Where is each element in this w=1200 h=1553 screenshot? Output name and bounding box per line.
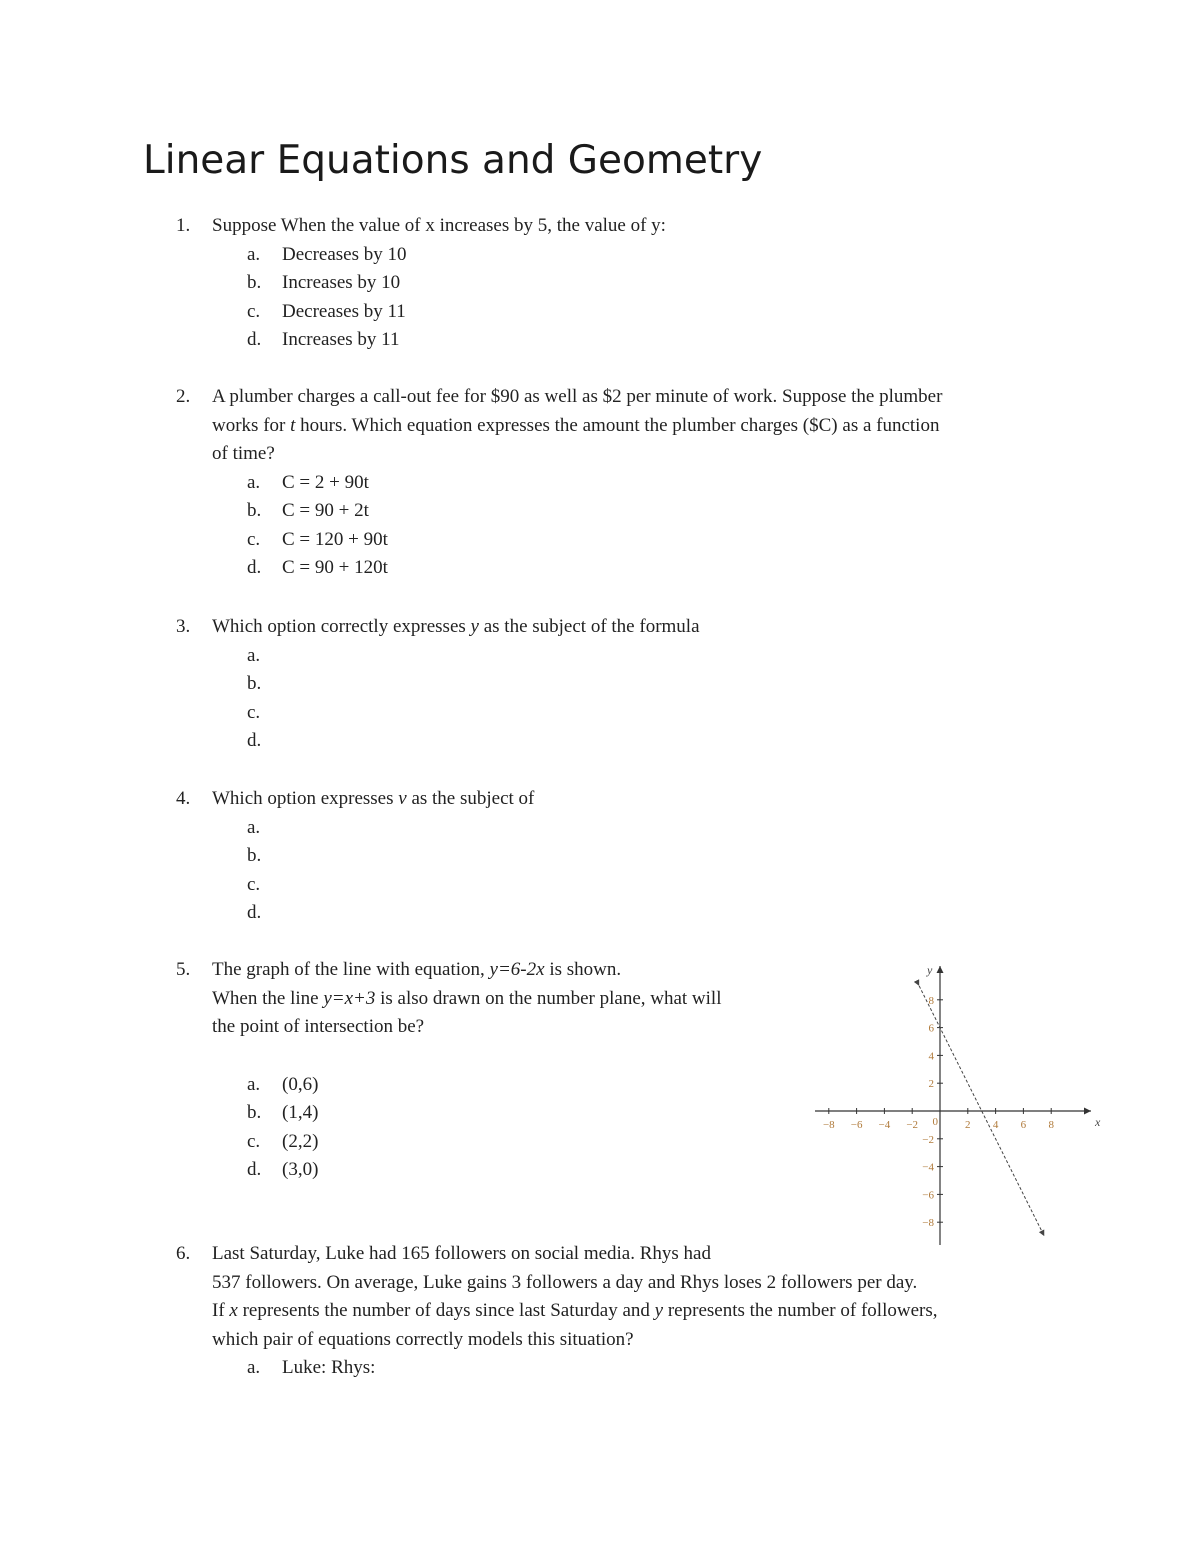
- question-number: 1.: [176, 215, 191, 236]
- question-line: which pair of equations correctly models this situation?: [212, 1328, 634, 1350]
- option-c: [247, 871, 534, 900]
- option-a: [247, 1354, 937, 1383]
- y-tick-label: −8: [922, 1217, 934, 1230]
- option-c: [247, 526, 942, 555]
- y-tick-label: 2: [928, 1078, 934, 1091]
- question-6: [176, 1240, 937, 1383]
- variable: y: [470, 616, 479, 637]
- option-letter: d.: [247, 557, 262, 578]
- option-letter: a.: [247, 1073, 261, 1095]
- option-d: [247, 554, 942, 583]
- question-number: 3.: [176, 616, 191, 637]
- question-number: 5.: [176, 959, 191, 980]
- option-b: [247, 269, 666, 298]
- question-line: When the line y=x+3 is also drawn on the number plane, what will: [212, 987, 722, 1009]
- y-tick-label: −4: [922, 1161, 934, 1174]
- option-letter: c.: [247, 1130, 261, 1152]
- x-axis-label: x: [1095, 1115, 1101, 1129]
- question-3: [176, 613, 700, 756]
- option-d: [247, 1156, 722, 1185]
- question-number: 6.: [176, 1243, 191, 1264]
- option-b: [247, 497, 942, 526]
- axes: [815, 966, 1091, 1245]
- option-letter: d.: [247, 730, 262, 751]
- option-c: [247, 298, 666, 327]
- option-letter: b.: [247, 500, 262, 521]
- option-text: C = 120 + 90t: [282, 528, 388, 550]
- variable: v: [398, 788, 407, 809]
- option-b: [247, 842, 534, 871]
- x-tick-label: −6: [850, 1119, 863, 1131]
- option-a: [247, 814, 534, 843]
- option-text: Decreases by 10: [282, 243, 407, 265]
- variable: x: [229, 1300, 238, 1321]
- x-tick-label: −2: [906, 1119, 919, 1131]
- option-letter: a.: [247, 243, 261, 265]
- option-text: (1,4): [282, 1102, 319, 1123]
- option-d: [247, 326, 666, 355]
- equation: y=x+3: [323, 987, 376, 1009]
- option-text: C = 90 + 2t: [282, 500, 369, 521]
- variable: y: [654, 1300, 664, 1321]
- option-d: [247, 727, 700, 756]
- y-tick-label: −2: [922, 1133, 934, 1146]
- option-letter: c.: [247, 873, 261, 895]
- question-line: A plumber charges a call-out fee for $90 as well as $2 per minute of work. Suppose the plumber: [212, 386, 943, 407]
- question-text: Which option correctly expresses y as the subject of the formula: [212, 616, 700, 637]
- x-tick-label: 6: [1020, 1119, 1027, 1131]
- x-tick-label: −4: [878, 1119, 891, 1131]
- line-graph: [815, 960, 1105, 1245]
- option-text: C = 2 + 90t: [282, 471, 369, 493]
- question-line: Last Saturday, Luke had 165 followers on social media. Rhys had: [212, 1243, 711, 1264]
- option-letter: d.: [247, 1159, 262, 1180]
- option-letter: a.: [247, 471, 261, 493]
- option-letter: a.: [247, 816, 261, 838]
- option-letter: b.: [247, 673, 262, 694]
- question-2: [176, 383, 942, 583]
- question-1: [176, 212, 666, 355]
- question-number: 4.: [176, 788, 191, 809]
- question-text: [212, 383, 942, 469]
- question-line: If x represents the number of days since last Saturday and y represents the number of followers,: [212, 1300, 938, 1321]
- y-axis-label: y: [927, 963, 933, 977]
- option-c: [247, 1128, 722, 1157]
- question-text: [212, 1240, 937, 1354]
- question-number: 2.: [176, 386, 191, 407]
- x-tick-label: 8: [1048, 1119, 1054, 1131]
- variable: t: [290, 414, 296, 436]
- option-letter: d.: [247, 902, 262, 923]
- option-b: [247, 1099, 722, 1128]
- option-letter: c.: [247, 701, 261, 723]
- option-a: [247, 1071, 722, 1100]
- option-text: Increases by 11: [282, 329, 400, 350]
- option-a: [247, 469, 942, 498]
- y-tick-label: 6: [928, 1022, 934, 1035]
- option-text: (0,6): [282, 1073, 319, 1095]
- question-text: Suppose When the value of x increases by 5, the value of y:: [212, 215, 666, 236]
- y-tick-label: 4: [928, 1050, 934, 1063]
- option-text: Luke: Rhys:: [282, 1357, 376, 1378]
- equation: y=6-2x: [489, 959, 545, 980]
- option-text: C = 90 + 120t: [282, 557, 388, 578]
- option-letter: b.: [247, 272, 262, 293]
- origin-label: 0: [932, 1116, 938, 1128]
- option-letter: a.: [247, 644, 261, 666]
- y-tick-label: −6: [922, 1189, 934, 1202]
- x-tick-label: −8: [822, 1119, 835, 1131]
- question-5: [176, 956, 722, 1185]
- question-line: the point of intersection be?: [212, 1016, 425, 1037]
- option-b: [247, 670, 700, 699]
- option-letter: c.: [247, 300, 261, 322]
- question-text: Which option expresses v as the subject of: [212, 788, 535, 809]
- x-tick-label: 2: [965, 1119, 971, 1131]
- option-a: [247, 642, 700, 671]
- option-a: [247, 241, 666, 270]
- option-letter: d.: [247, 329, 262, 350]
- option-letter: b.: [247, 1102, 262, 1123]
- question-line: 537 followers. On average, Luke gains 3 followers a day and Rhys loses 2 followers per day.: [212, 1271, 918, 1293]
- question-line: works for t hours. Which equation expresses the amount the plumber charges ($C) as a function: [212, 414, 940, 436]
- question-line: The graph of the line with equation, y=6-2x is shown.: [212, 959, 622, 980]
- option-letter: a.: [247, 1357, 261, 1378]
- option-c: [247, 699, 700, 728]
- x-tick-label: 4: [992, 1119, 999, 1131]
- option-text: (3,0): [282, 1159, 319, 1180]
- question-text: [212, 956, 722, 1042]
- question-4: [176, 785, 534, 928]
- option-text: Increases by 10: [282, 272, 401, 293]
- option-d: [247, 899, 534, 928]
- option-letter: c.: [247, 528, 261, 550]
- y-tick-label: 8: [928, 994, 934, 1007]
- tick-labels: [823, 963, 1101, 1229]
- option-text: Decreases by 11: [282, 300, 406, 322]
- option-letter: b.: [247, 845, 262, 866]
- page-title: Linear Equations and Geometry: [143, 138, 763, 183]
- option-text: (2,2): [282, 1130, 319, 1152]
- question-line: of time?: [212, 443, 275, 464]
